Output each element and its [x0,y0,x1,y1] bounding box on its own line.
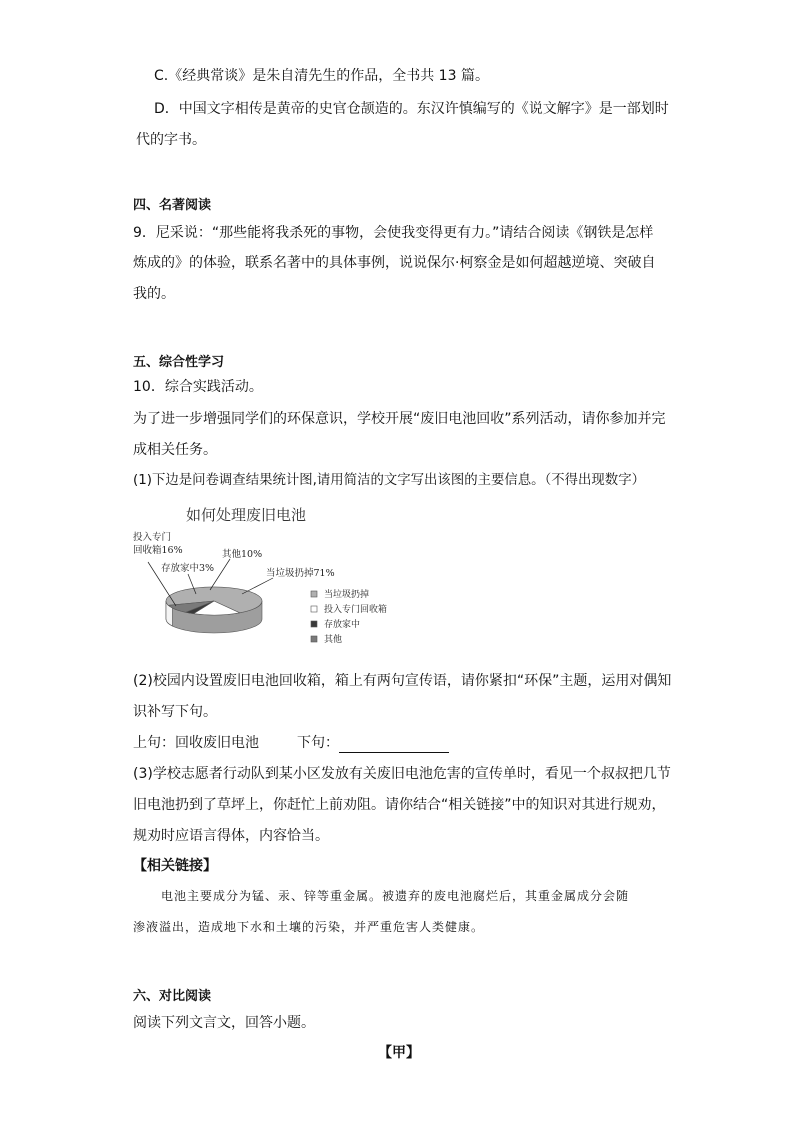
section-6-title: 六、对比阅读 [133,989,212,1004]
lower-line-label: 下句： [297,735,339,751]
legend-swatch-2 [311,621,317,627]
section-6-intro: 阅读下列文言文，回答小题。 [133,1015,315,1031]
legend-label-2: 存放家中 [324,620,361,630]
pie-callout-label-3: 其他10% [222,549,263,560]
section-4-title: 四、名著阅读 [133,198,212,213]
question-9-line-1: 9．尼采说：“那些能将我杀死的事物，会使我变得更有力。”请结合阅读《钢铁是怎样 [133,225,654,241]
chart-title: 如何处理废旧电池 [186,506,307,524]
question-9-line-2: 炼成的》的体验，联系名著中的具体事例，说说保尔·柯察金是如何超越逆境、突破自 [133,255,656,271]
legend-label-0: 当垃圾扔掉 [324,590,370,600]
intro-line-1: 为了进一步增强同学们的环保意识，学校开展“废旧电池回收”系列活动，请你参加并完 [133,411,666,427]
chart-legend [300,586,440,656]
task-2-line-2: 识补写下句。 [133,704,217,720]
pie-callout-label-1: 投入专门 [133,532,172,543]
option-d-line-1: D．中国文字相传是黄帝的史官仓颉造的。东汉许慎编写的《说文解字》是一部划时 [154,101,669,117]
jia-heading: 【甲】 [378,1045,420,1061]
legend-label-3: 其他 [324,635,343,645]
intro-line-2: 成相关任务。 [133,442,217,458]
pie-callout-line-0 [242,578,273,594]
legend-swatch-3 [311,636,317,642]
legend-swatch-1 [311,606,317,612]
question-9-line-3: 我的。 [133,286,175,302]
link-title: 【相关链接】 [133,858,217,874]
lower-line [297,733,449,753]
pie-callout-label-2: 存放家中3% [161,563,215,574]
task-1: (1)下边是问卷调查结果统计图,请用简洁的文字写出该图的主要信息。（不得出现数字） [133,473,645,488]
question-10: 10．综合实践活动。 [133,379,263,395]
task-3-line-3: 规劝时应语言得体，内容恰当。 [133,828,329,844]
upper-line [133,733,259,753]
answer-blank[interactable] [339,738,449,753]
link-text-line-2: 渗液溢出，造成地下水和土壤的污染，并严重危害人类健康。 [133,920,485,934]
legend-swatch-0 [311,591,317,597]
task-3-line-2: 旧电池扔到了草坪上，你赶忙上前劝阻。请你结合“相关链接”中的知识对其进行规劝， [133,797,666,813]
pie-callout-label-0: 当垃圾扔掉71% [266,568,335,579]
task-3-line-1: (3)学校志愿者行动队到某小区发放有关废旧电池危害的宣传单时，看见一个叔叔把几节 [133,766,671,782]
link-text-line-1: 电池主要成分为锰、汞、锌等重金属。被遗弃的废电池腐烂后，其重金属成分会随 [161,889,630,903]
pie-callout-label-1: 回收箱16% [133,545,183,556]
option-c: C.《经典常谈》是朱自清先生的作品，全书共 13 篇。 [154,68,489,84]
option-d-line-2: 代的字书。 [136,132,206,148]
task-2-line-1: (2)校园内设置废旧电池回收箱，箱上有两句宣传语，请你紧扣“环保”主题，运用对偶知 [133,673,672,689]
legend-label-1: 投入专门回收箱 [324,605,388,615]
upper-line-label: 上句：回收废旧电池 [133,735,259,751]
section-5-title: 五、综合性学习 [133,355,225,370]
